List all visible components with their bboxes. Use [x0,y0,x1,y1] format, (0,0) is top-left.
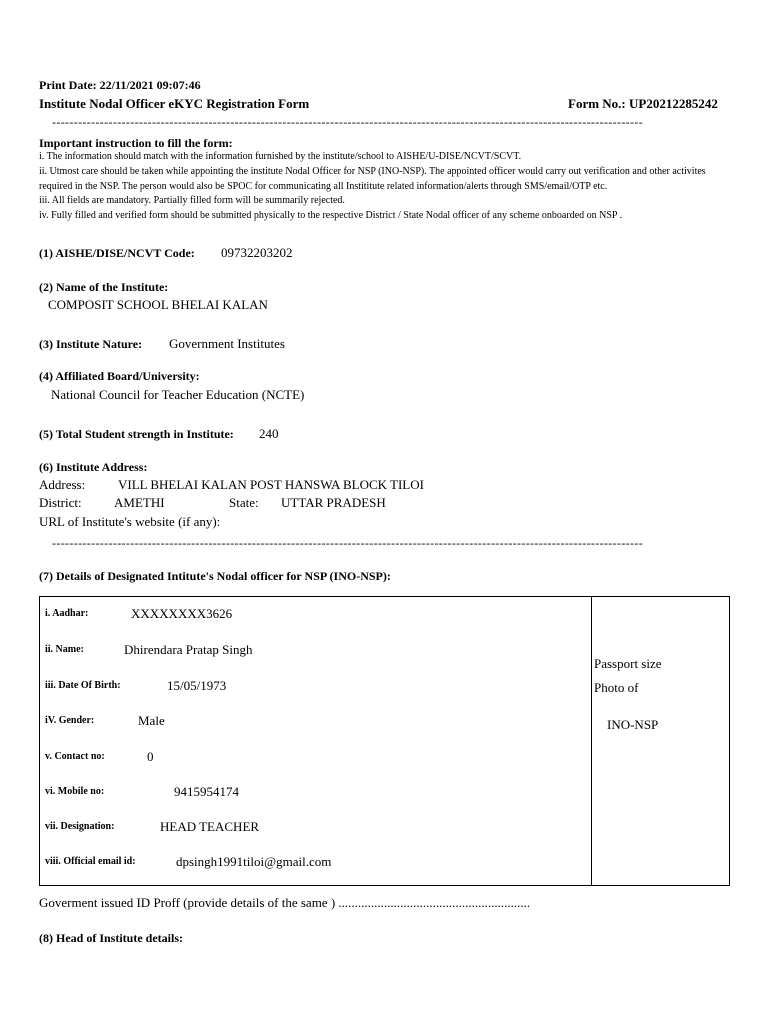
address-key: Address: [39,477,86,492]
institute-nature-value: Government Institutes [169,336,285,351]
board-label: (4) Affiliated Board/University: [39,369,200,383]
aadhar-value: XXXXXXXX3626 [131,606,233,621]
website-url-label: URL of Institute's website (if any): [39,514,221,529]
email-label: viii. Official email id: [45,856,136,867]
dob-label: iii. Date Of Birth: [45,680,121,691]
officer-name-label: ii. Name: [45,644,84,655]
officer-name-value: Dhirendara Pratap Singh [124,642,253,657]
address-value: VILL BHELAI KALAN POST HANSWA BLOCK TILOI [118,477,424,492]
contact-value: 0 [147,749,154,764]
instruction-line: iv. Fully filled and verified form should be submitted physically to the respective District / State Nodal officer of any scheme onboarded on NSP . [39,210,623,221]
form-title: Institute Nodal Officer eKYC Registration Form [39,96,310,111]
photo-divider [591,596,592,886]
student-strength-value: 240 [259,426,279,441]
divider-top: ---------------------------------------------------------------------------------------------------------------------------------------- [52,115,644,129]
print-date: Print Date: 22/11/2021 09:07:46 [39,78,201,92]
government-id-line: Goverment issued ID Proff (provide details of the same ) ........................................................... [39,895,531,910]
institute-name-label: (2) Name of the Institute: [39,280,169,294]
nodal-officer-heading: (7) Details of Designated Intitute's Nodal officer for NSP (INO-NSP): [39,569,391,583]
email-value: dpsingh1991tiloi@gmail.com [176,854,332,869]
divider-middle: ---------------------------------------------------------------------------------------------------------------------------------------- [52,536,644,550]
aadhar-label: i. Aadhar: [45,608,89,619]
board-value: National Council for Teacher Education (NCTE) [51,387,305,402]
instruction-line: ii. Utmost care should be taken while appointing the institute Nodal Officer for NSP (INO-NSP). The appointed officer would carry out verification and other activites [39,166,706,177]
mobile-label: vi. Mobile no: [45,786,105,797]
instructions-heading: Important instruction to fill the form: [39,136,233,150]
photo-placeholder-line2: Photo of [594,680,639,695]
instruction-line: required in the NSP. The person would also be SPOC for communicating all Instititute related information/alerts through SMS/email/OTP etc. [39,181,608,192]
student-strength-label: (5) Total Student strength in Institute: [39,427,234,441]
institute-nature-label: (3) Institute Nature: [39,337,143,351]
district-key: District: [39,495,82,510]
district-value: AMETHI [114,495,165,510]
contact-label: v. Contact no: [45,751,105,762]
state-key: State: [229,495,259,510]
gender-label: iV. Gender: [45,715,95,726]
state-value: UTTAR PRADESH [281,495,386,510]
form-number: Form No.: UP20212285242 [568,96,718,111]
address-heading: (6) Institute Address: [39,460,148,474]
code-label: (1) AISHE/DISE/NCVT Code: [39,246,195,260]
institute-name-value: COMPOSIT SCHOOL BHELAI KALAN [48,297,268,312]
gender-value: Male [138,713,165,728]
photo-placeholder-line3: INO-NSP [607,717,659,732]
mobile-value: 9415954174 [174,784,239,799]
designation-label: vii. Designation: [45,821,115,832]
photo-placeholder-line1: Passport size [594,656,662,671]
head-of-institute-heading: (8) Head of Institute details: [39,931,183,945]
instruction-line: i. The information should match with the information furnished by the institute/school to AISHE/U-DISE/NCVT/SCVT. [39,151,522,162]
designation-value: HEAD TEACHER [160,819,260,834]
dob-value: 15/05/1973 [167,678,227,693]
nodal-officer-table [39,596,730,886]
instruction-line: iii. All fields are mandatory. Partially filled form will be summarily rejected. [39,195,345,206]
code-value: 09732203202 [221,245,293,260]
